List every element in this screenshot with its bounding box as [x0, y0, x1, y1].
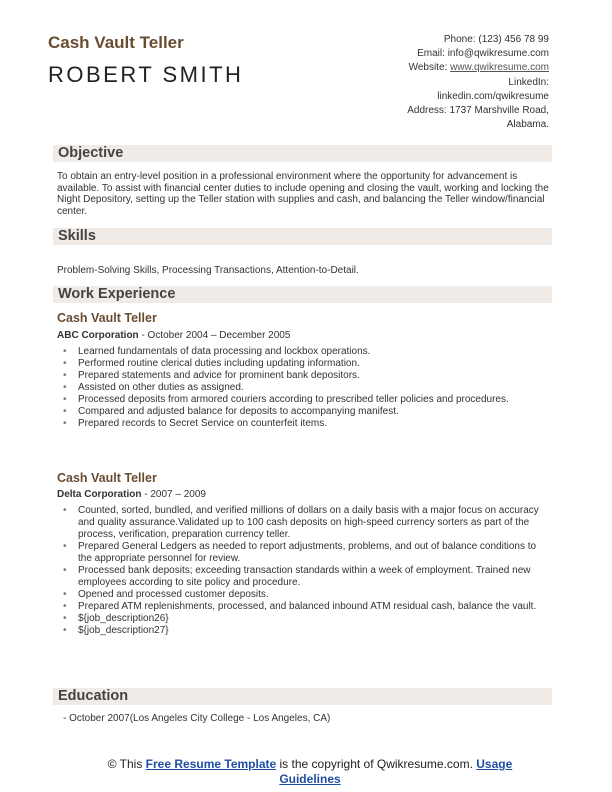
contact-linkedin: linkedin.com/qwikresume: [437, 90, 549, 102]
job-1-title: Cash Vault Teller: [57, 311, 157, 325]
job-1-bullets: [63, 346, 549, 430]
website-link[interactable]: www.qwikresume.com: [450, 62, 549, 74]
list-item: • Prepared records to Secret Service on counterfeit items.: [63, 418, 549, 430]
copyright-footer: [60, 757, 560, 786]
job-1-company-line: [57, 330, 290, 341]
education-section-header: [53, 688, 552, 705]
contact-address-line2: Alabama.: [506, 119, 549, 131]
contact-block: [309, 33, 549, 132]
footer-prefix: © This: [107, 757, 146, 771]
list-item: • Learned fundamentals of data processing and lockbox operations.: [63, 346, 549, 358]
list-item: • Prepared General Ledgers as needed to report adjustments, problems, and out of balance conditions to the appropriate personnel for review.: [63, 541, 549, 565]
work-experience-section-header: [53, 286, 552, 303]
job-1-dates: - October 2004 – December 2005: [138, 330, 291, 341]
candidate-name: ROBERT SMITH: [48, 62, 244, 87]
job-title: Cash Vault Teller: [48, 33, 184, 52]
list-item: • Compared and adjusted balance for deposits to accompanying manifest.: [63, 406, 549, 418]
job-1-company: ABC Corporation: [57, 330, 139, 341]
education-entry: - October 2007(Los Angeles City College - Los Angeles, CA): [63, 713, 331, 724]
contact-linkedin-label: LinkedIn:: [508, 76, 549, 88]
usage-guidelines-link-part2[interactable]: Guidelines: [279, 771, 341, 786]
contact-phone: Phone: (123) 456 78 99: [443, 34, 549, 45]
work-experience-heading: Work Experience: [58, 286, 176, 302]
list-item: • ${job_description27}: [63, 625, 549, 637]
free-resume-template-link[interactable]: Free Resume Template: [145, 757, 277, 771]
job-2-bullets: [63, 505, 549, 637]
usage-guidelines-link-part1[interactable]: Usage: [476, 757, 513, 771]
job-2-company: Delta Corporation: [57, 489, 142, 500]
objective-heading: Objective: [58, 145, 124, 161]
skills-text: Problem-Solving Skills, Processing Transactions, Attention-to-Detail.: [57, 265, 359, 276]
contact-address: Address: 1737 Marshville Road,: [407, 105, 549, 117]
list-item: • Prepared ATM replenishments, processed, and balanced inbound ATM residual cash, balance the vault.: [63, 601, 549, 613]
contact-email: Email: info@qwikresume.com: [417, 48, 549, 60]
job-2-title: Cash Vault Teller: [57, 471, 157, 485]
list-item: • Prepared statements and advice for prominent bank depositors.: [63, 370, 549, 382]
list-item: • Processed deposits from armored couriers according to prescribed teller policies and procedures.: [63, 394, 549, 406]
job-2-company-line: [57, 489, 206, 500]
job-2-dates: - 2007 – 2009: [141, 489, 206, 500]
footer-middle: is the copyright of Qwikresume.com.: [276, 757, 477, 771]
education-heading: Education: [58, 688, 129, 704]
skills-heading: Skills: [58, 228, 96, 244]
list-item: • Processed bank deposits; exceeding transaction standards within a week of employment. Trained new employees according to site policy and procedure.: [63, 565, 549, 589]
contact-website: Website: www.qwikresume.com: [408, 62, 549, 74]
list-item: • Performed routine clerical duties including updating information.: [63, 358, 549, 370]
list-item: • ${job_description26}: [63, 613, 549, 625]
list-item: • Assisted on other duties as assigned.: [63, 382, 549, 394]
objective-section-header: [53, 145, 552, 162]
objective-text: To obtain an entry-level position in a professional environment where the opportunity for advancement is available. To assist with financial center duties to include opening and closing the vault, working and locking the Night Depository, setting up the Teller station with supplies and cash, and balancing the Teller window/financial center.: [57, 171, 549, 217]
list-item: • Opened and processed customer deposits.: [63, 589, 549, 601]
list-item: • Counted, sorted, bundled, and verified millions of dollars on a daily basis with a major focus on accuracy and quality assurance.Validated up to 100 cash deposits on high-speed currency sorters as part of the process, verification, preparation currency teller.: [63, 505, 549, 541]
skills-section-header: [53, 228, 552, 245]
